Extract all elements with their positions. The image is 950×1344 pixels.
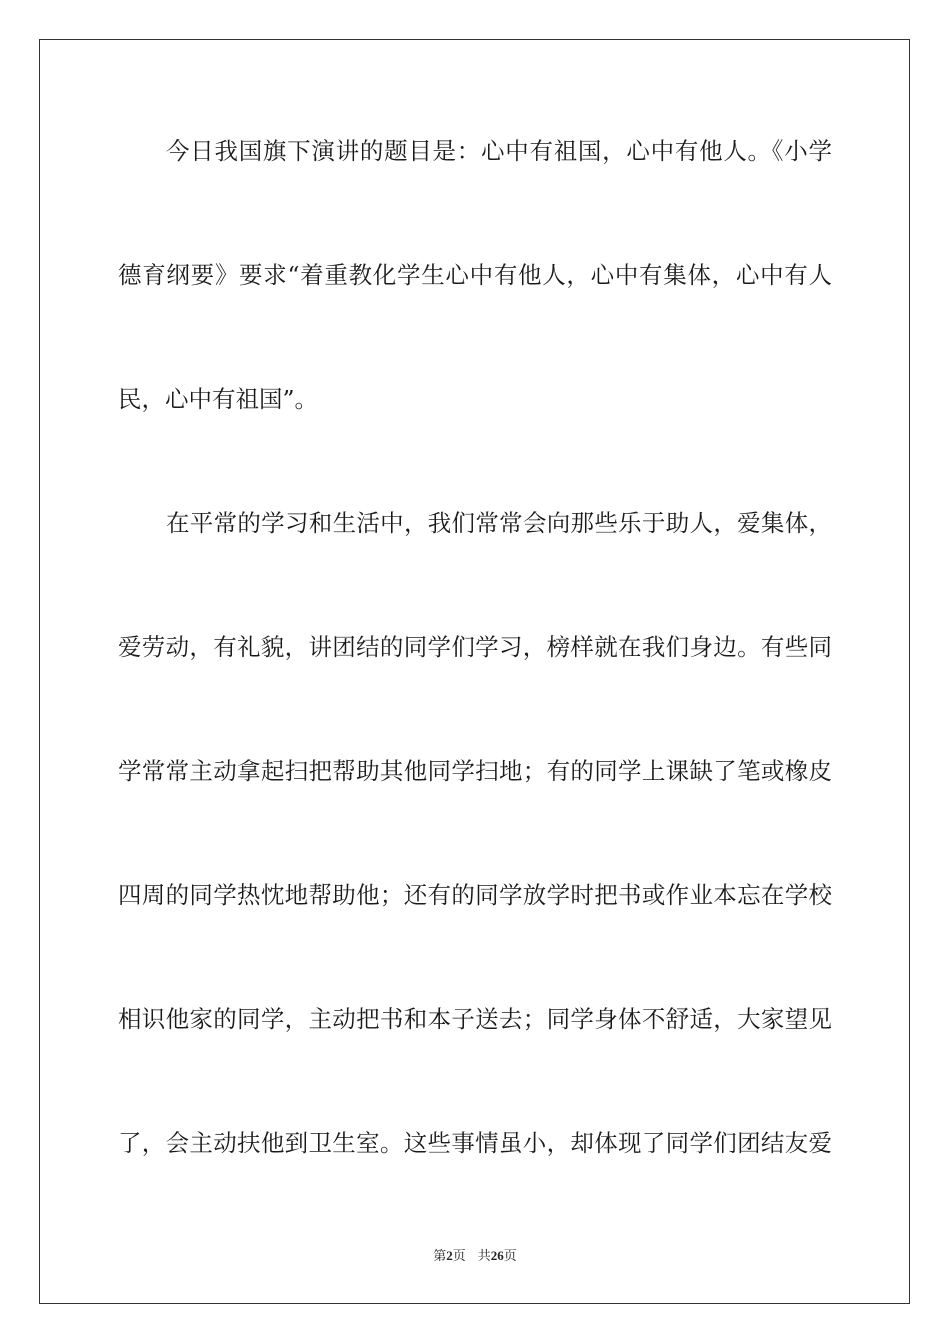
page-suffix: 页 [452,1249,466,1264]
page-border [39,39,910,1304]
paragraph-2-line-5: 相识他家的同学，主动把书和本子送去；同学身体不舒适，大家望见 [118,1005,832,1033]
total-pages: 26 [490,1248,504,1263]
total-prefix: 共 [477,1249,491,1264]
paragraph-2-line-2: 爱劳动，有礼貌，讲团结的同学们学习，榜样就在我们身边。有些同 [118,633,832,661]
total-pages-indicator [478,1249,517,1264]
paragraph-2-line-6: 了，会主动扶他到卫生室。这些事情虽小，却体现了同学们团结友爱 [118,1129,832,1157]
paragraph-1-line-2: 德育纲要》要求“着重教化学生心中有他人，心中有集体，心中有人 [118,261,832,289]
paragraph-2-line-4: 四周的同学热忱地帮助他；还有的同学放学时把书或作业本忘在学校 [118,881,832,909]
total-suffix: 页 [503,1249,517,1264]
page-footer [0,1246,950,1267]
paragraph-1-line-1: 今日我国旗下演讲的题目是：心中有祖国，心中有他人。《小学 [166,137,832,165]
paragraph-2-line-3: 学常常主动拿起扫把帮助其他同学扫地；有的同学上课缺了笔或橡皮 [118,757,832,785]
paragraph-2-line-1: 在平常的学习和生活中，我们常常会向那些乐于助人，爱集体， [166,509,832,537]
paragraph-1-line-3: 民，心中有祖国”。 [118,385,319,413]
page-number: 2 [446,1248,453,1263]
page-prefix: 第 [433,1249,447,1264]
page-indicator [433,1249,466,1264]
